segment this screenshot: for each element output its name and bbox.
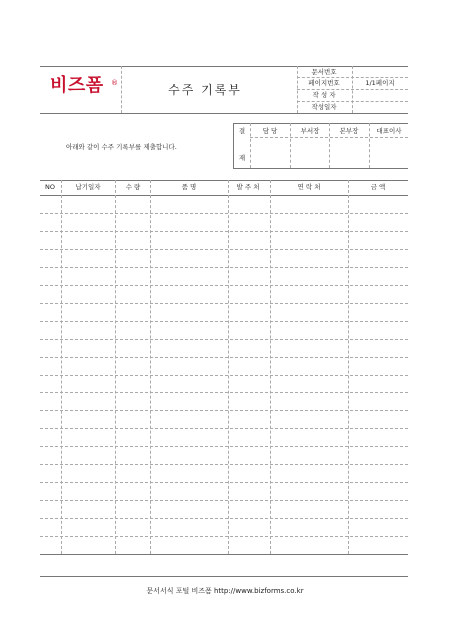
approval-role: 대표이사 xyxy=(376,127,402,135)
table-bottom-border xyxy=(40,554,408,555)
approval-border xyxy=(233,123,408,124)
doc-info-row-line xyxy=(297,101,408,102)
column-divider xyxy=(115,180,116,554)
approval-role: 부서장 xyxy=(300,127,320,135)
logo: 비즈폼 xyxy=(50,75,104,96)
table-row-line xyxy=(40,285,408,286)
doc-info-label: 페이지번호 xyxy=(308,79,340,87)
table-row-line xyxy=(40,213,408,214)
approval-side-label: 결 xyxy=(238,127,246,135)
doc-info-label: 작성일자 xyxy=(311,103,337,111)
approval-divider xyxy=(290,123,291,168)
approval-role: 본부장 xyxy=(339,127,359,135)
table-row-line xyxy=(40,339,408,340)
registered-mark: ® xyxy=(111,79,118,87)
column-header: NO xyxy=(45,183,55,191)
column-header: 연 락 처 xyxy=(297,183,321,191)
doc-info-value: 1/1페이지 xyxy=(365,79,395,87)
table-row-line xyxy=(40,464,408,465)
table-row-line xyxy=(40,446,408,447)
column-header: 납기일자 xyxy=(75,183,101,191)
approval-border xyxy=(233,168,408,169)
column-divider xyxy=(61,180,62,554)
column-header: 금 액 xyxy=(370,183,386,191)
table-row-line xyxy=(40,428,408,429)
approval-divider xyxy=(250,123,251,168)
header-bottom-border xyxy=(40,113,408,114)
doc-info-label: 작 성 자 xyxy=(312,91,336,99)
table-row-line xyxy=(40,518,408,519)
page-title: 수주 기록부 xyxy=(168,83,242,97)
table-row-line xyxy=(40,267,408,268)
table-row-line xyxy=(40,482,408,483)
header-divider xyxy=(121,66,122,113)
table-row-line xyxy=(40,410,408,411)
table-row-line xyxy=(40,357,408,358)
approval-divider xyxy=(369,123,370,168)
approval-divider xyxy=(329,123,330,168)
doc-info-row-line xyxy=(297,89,408,90)
table-row-line xyxy=(40,375,408,376)
column-divider xyxy=(270,180,271,554)
table-row-line xyxy=(40,392,408,393)
intro-text: 아래와 같이 수주 기록부를 제출합니다. xyxy=(66,143,177,151)
column-divider xyxy=(228,180,229,554)
column-divider xyxy=(348,180,349,554)
approval-border xyxy=(233,123,234,168)
table-row-line xyxy=(40,536,408,537)
column-header: 발 주 처 xyxy=(236,183,260,191)
table-top-border xyxy=(40,180,408,181)
approval-role: 담 당 xyxy=(262,127,278,135)
table-row-line xyxy=(40,500,408,501)
footer-text: 문서서식 포털 비즈폼 http://www.bizforms.co.kr xyxy=(146,587,304,595)
table-header-border xyxy=(40,195,408,196)
table-row-line xyxy=(40,231,408,232)
footer-rule xyxy=(40,576,408,577)
approval-side-label: 재 xyxy=(238,154,246,162)
column-divider xyxy=(150,180,151,554)
doc-info-label: 문서번호 xyxy=(311,68,337,76)
table-row-line xyxy=(40,249,408,250)
column-header: 품 명 xyxy=(181,183,197,191)
column-header: 수 량 xyxy=(125,183,141,191)
table-row-line xyxy=(40,303,408,304)
doc-info-row-line xyxy=(297,77,408,78)
table-row-line xyxy=(40,321,408,322)
